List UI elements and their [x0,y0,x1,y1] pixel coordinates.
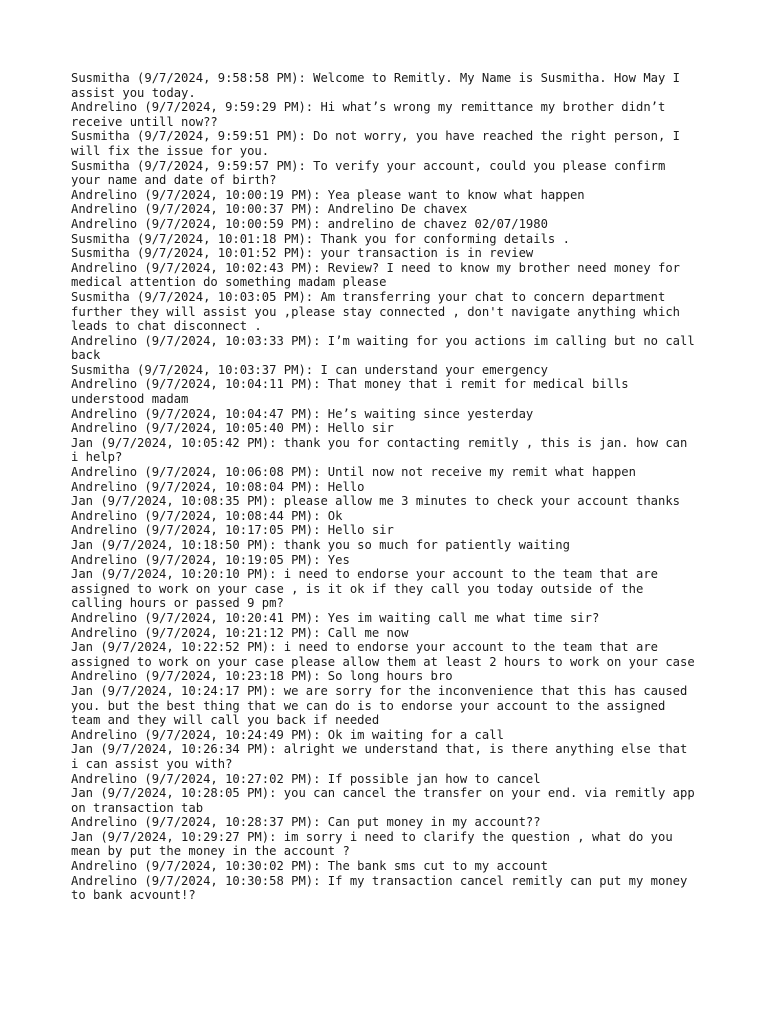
chat-message: Andrelino (9/7/2024, 10:00:37 PM): Andrelino De chavex [71,202,468,217]
chat-message: Jan (9/7/2024, 10:18:50 PM): thank you so much for patiently waiting [71,538,570,552]
chat-transcript [71,71,701,903]
chat-message: Andrelino (9/7/2024, 10:04:47 PM): He’s waiting since yesterday [71,406,534,421]
chat-message: Jan (9/7/2024, 10:26:34 PM): alright we understand that, is there anything else that i can assist you with? [71,742,688,771]
chat-message: Andrelino (9/7/2024, 10:30:58 PM): If my transaction cancel remitly can put my money to bank acvount!? [71,873,688,903]
chat-message: Andrelino (9/7/2024, 10:27:02 PM): If possible jan how to cancel [71,771,541,786]
chat-message: Susmitha (9/7/2024, 10:01:18 PM): Thank you for conforming details . [71,231,570,246]
chat-message: Andrelino (9/7/2024, 10:03:33 PM): I’m waiting for you actions im calling but no call back [71,333,695,363]
chat-message: Andrelino (9/7/2024, 10:00:19 PM): Yea please want to know what happen [71,187,585,202]
chat-message: Jan (9/7/2024, 10:22:52 PM): i need to endorse your account to the team that are assigned to work on your case please allow them at least 2 hours to work on your case [71,640,695,669]
chat-message: Andrelino (9/7/2024, 10:04:11 PM): That money that i remit for medical bills understood madam [71,377,629,407]
chat-message: Andrelino (9/7/2024, 10:00:59 PM): andrelino de chavez 02/07/1980 [71,216,548,231]
chat-message: Andrelino (9/7/2024, 10:02:43 PM): Review? I need to know my brother need money for medical attention do something madam please [71,260,681,290]
chat-message: Andrelino (9/7/2024, 10:21:12 PM): Call me now [71,625,409,640]
chat-message: Andrelino (9/7/2024, 9:59:29 PM): Hi what’s wrong my remittance my brother didn’t receive untill now?? [71,100,666,129]
chat-message: Susmitha (9/7/2024, 10:01:52 PM): your transaction is in review [71,246,534,261]
chat-message: Andrelino (9/7/2024, 10:24:49 PM): Ok im waiting for a call [71,727,504,742]
chat-message: Andrelino (9/7/2024, 10:28:37 PM): Can put money in my account?? [71,815,541,830]
chat-message: Andrelino (9/7/2024, 10:05:40 PM): Hello sir [71,421,394,436]
chat-message: Jan (9/7/2024, 10:20:10 PM): i need to endorse your account to the team that are assigned to work on your case , is it ok if they call you today outside of the calling hours or passed 9 pm? [71,567,658,611]
chat-message: Susmitha (9/7/2024, 9:59:51 PM): Do not worry, you have reached the right person, I will fix the issue for you. [71,129,681,158]
chat-message: Andrelino (9/7/2024, 10:19:05 PM): Yes [71,552,350,567]
chat-message: Andrelino (9/7/2024, 10:08:04 PM): Hello [71,479,365,494]
chat-message: Andrelino (9/7/2024, 10:17:05 PM): Hello sir [71,523,394,538]
chat-message: Andrelino (9/7/2024, 10:20:41 PM): Yes im waiting call me what time sir? [71,610,600,625]
chat-message: Jan (9/7/2024, 10:24:17 PM): we are sorry for the inconvenience that this has caused you. but the best thing that we can do is to endorse your account to the assigned team and they will call you back if needed [71,683,688,728]
chat-message: Andrelino (9/7/2024, 10:23:18 PM): So long hours bro [71,669,453,684]
chat-message: Andrelino (9/7/2024, 10:30:02 PM): The bank sms cut to my account [71,859,548,874]
chat-message: Susmitha (9/7/2024, 10:03:05 PM): Am transferring your chat to concern department further they will assist you ,please stay connected , don't navigate anything which leads to chat disconnect . [71,289,681,334]
chat-message: Jan (9/7/2024, 10:29:27 PM): im sorry i need to clarify the question , what do you mean by put the money in the account ? [71,829,673,859]
chat-message: Andrelino (9/7/2024, 10:08:44 PM): Ok [71,508,343,523]
chat-message: Jan (9/7/2024, 10:08:35 PM): please allow me 3 minutes to check your account thanks [71,494,681,509]
chat-message: Jan (9/7/2024, 10:28:05 PM): you can cancel the transfer on your end. via remitly app on transaction tab [71,786,695,815]
chat-message: Andrelino (9/7/2024, 10:06:08 PM): Until now not receive my remit what happen [71,465,636,480]
chat-message: Susmitha (9/7/2024, 10:03:37 PM): I can understand your emergency [71,362,548,377]
chat-message: Susmitha (9/7/2024, 9:59:57 PM): To verify your account, could you please confirm your name and date of birth? [71,158,666,188]
chat-message: Susmitha (9/7/2024, 9:58:58 PM): Welcome to Remitly. My Name is Susmitha. How May I assist you today. [71,71,681,100]
chat-message: Jan (9/7/2024, 10:05:42 PM): thank you for contacting remitly , this is jan. how can i help? [71,435,688,465]
